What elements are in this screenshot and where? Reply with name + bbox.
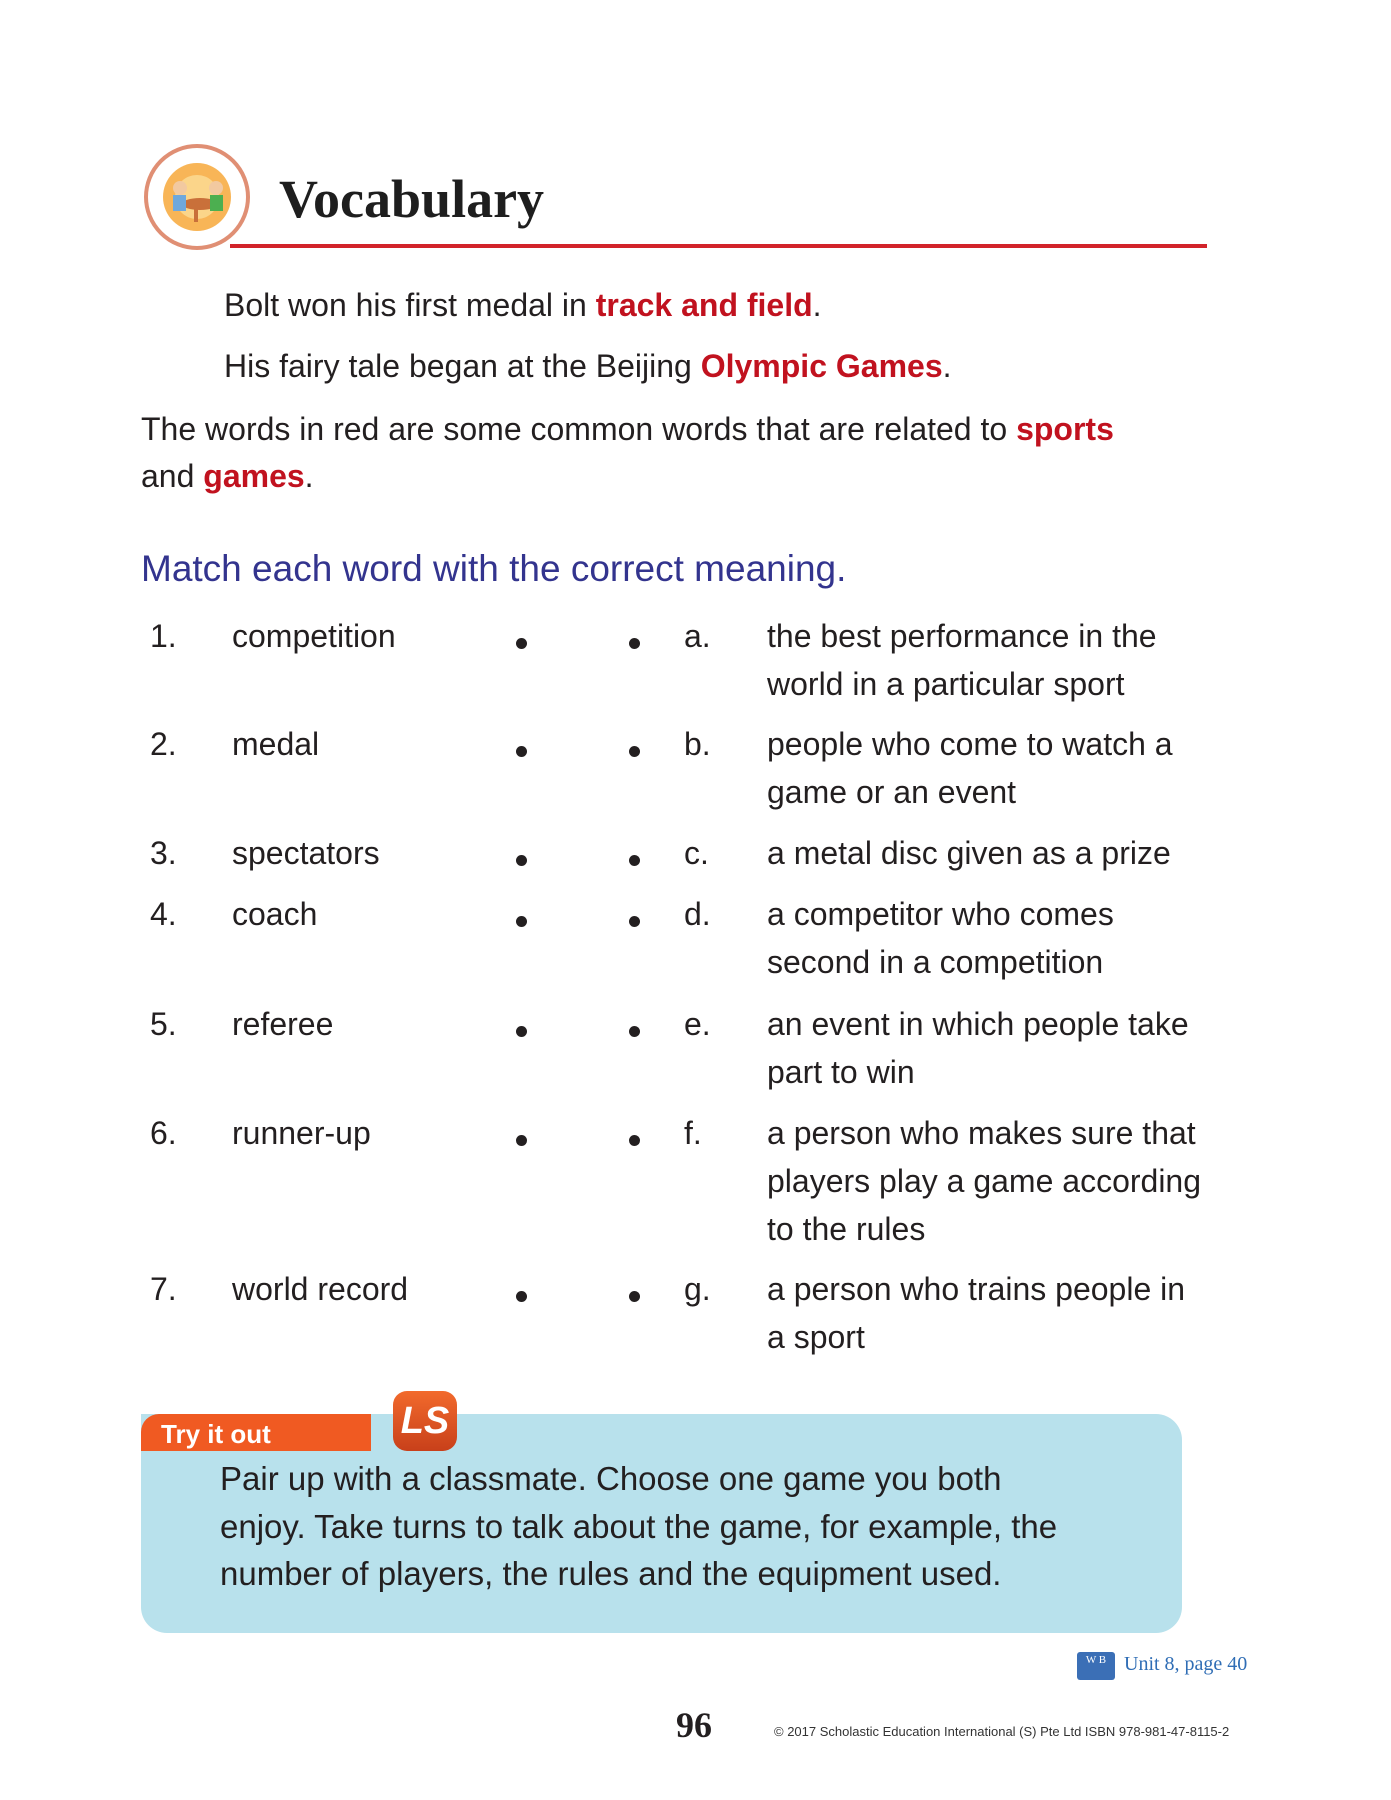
meaning-text-line: the best performance in the bbox=[767, 618, 1157, 654]
meaning-match-dot[interactable] bbox=[629, 855, 640, 866]
meaning-letter: b. bbox=[684, 726, 711, 762]
section-icon bbox=[144, 144, 250, 250]
try-it-out-tab: Try it out bbox=[141, 1414, 371, 1451]
intro-line-2 bbox=[224, 346, 952, 386]
ls-badge-icon: LS bbox=[393, 1391, 457, 1451]
meaning-match-dot[interactable] bbox=[629, 1026, 640, 1037]
word-match-dot[interactable] bbox=[516, 916, 527, 927]
highlight-word: games bbox=[203, 458, 305, 494]
meaning-letter: d. bbox=[684, 896, 711, 932]
word-4: coach bbox=[232, 896, 318, 932]
highlight-word: Olympic Games bbox=[700, 348, 943, 384]
word-1: competition bbox=[232, 618, 396, 654]
word-match-dot[interactable] bbox=[516, 638, 527, 649]
title-underline bbox=[230, 244, 1207, 248]
meaning-text-line: an event in which people take bbox=[767, 1006, 1189, 1042]
text: His fairy tale began at the Beijing bbox=[224, 348, 701, 384]
workbook-reference: Unit 8, page 40 bbox=[1124, 1653, 1248, 1675]
copyright: © 2017 Scholastic Education International (S) Pte Ltd ISBN 978-981-47-8115-2 bbox=[774, 1724, 1230, 1739]
meaning-letter: g. bbox=[684, 1271, 711, 1307]
item-number: 6. bbox=[150, 1115, 177, 1151]
meaning-match-dot[interactable] bbox=[629, 1291, 640, 1302]
meaning-match-dot[interactable] bbox=[629, 746, 640, 757]
item-number: 5. bbox=[150, 1006, 177, 1042]
item-number: 3. bbox=[150, 835, 177, 871]
highlight-word: track and field bbox=[595, 287, 813, 323]
word-2: medal bbox=[232, 726, 320, 762]
meaning-text-line: players play a game according bbox=[767, 1163, 1202, 1199]
meaning-letter: a. bbox=[684, 618, 711, 654]
text: . bbox=[942, 348, 952, 384]
word-match-dot[interactable] bbox=[516, 1026, 527, 1037]
word-match-dot[interactable] bbox=[516, 1291, 527, 1302]
try-it-out-text-line: number of players, the rules and the equipment used. bbox=[220, 1555, 1002, 1592]
item-number: 2. bbox=[150, 726, 177, 762]
meaning-text-line: a competitor who comes bbox=[767, 896, 1114, 932]
word-3: spectators bbox=[232, 835, 380, 871]
text: . bbox=[812, 287, 822, 323]
word-match-dot[interactable] bbox=[516, 1135, 527, 1146]
children-at-table-icon bbox=[148, 148, 246, 246]
meaning-match-dot[interactable] bbox=[629, 638, 640, 649]
meaning-text-line: world in a particular sport bbox=[767, 666, 1125, 702]
meaning-text-line: a person who makes sure that bbox=[767, 1115, 1196, 1151]
item-number: 1. bbox=[150, 618, 177, 654]
word-7: world record bbox=[232, 1271, 409, 1307]
meaning-letter: c. bbox=[684, 835, 709, 871]
meaning-match-dot[interactable] bbox=[629, 1135, 640, 1146]
meaning-text-line: a sport bbox=[767, 1319, 865, 1355]
text: . bbox=[304, 458, 314, 494]
meaning-text-line: a metal disc given as a prize bbox=[767, 835, 1171, 871]
word-6: runner-up bbox=[232, 1115, 371, 1151]
meaning-text-line: part to win bbox=[767, 1054, 915, 1090]
intro-paragraph-line-1 bbox=[141, 409, 1114, 449]
highlight-word: sports bbox=[1016, 411, 1114, 447]
workbook-icon: W B bbox=[1077, 1652, 1115, 1680]
meaning-text-line: people who come to watch a bbox=[767, 726, 1173, 762]
word-match-dot[interactable] bbox=[516, 746, 527, 757]
meaning-text-line: game or an event bbox=[767, 774, 1017, 810]
meaning-match-dot[interactable] bbox=[629, 916, 640, 927]
text: The words in red are some common words that are related to bbox=[141, 411, 1017, 447]
intro-line-1 bbox=[224, 285, 822, 325]
meaning-letter: f. bbox=[684, 1115, 702, 1151]
item-number: 4. bbox=[150, 896, 177, 932]
text: and bbox=[141, 458, 204, 494]
page-number: 96 bbox=[676, 1705, 712, 1745]
exercise-heading: Match each word with the correct meaning. bbox=[141, 548, 847, 589]
try-it-out-text-line: Pair up with a classmate. Choose one game you both bbox=[220, 1460, 1002, 1497]
item-number: 7. bbox=[150, 1271, 177, 1307]
meaning-text-line: second in a competition bbox=[767, 944, 1104, 980]
meaning-text-line: a person who trains people in bbox=[767, 1271, 1186, 1307]
intro-paragraph-line-2 bbox=[141, 456, 314, 496]
meaning-text-line: to the rules bbox=[767, 1211, 926, 1247]
word-5: referee bbox=[232, 1006, 334, 1042]
page-title: Vocabulary bbox=[279, 169, 545, 229]
word-match-dot[interactable] bbox=[516, 855, 527, 866]
text: Bolt won his first medal in bbox=[224, 287, 596, 323]
meaning-letter: e. bbox=[684, 1006, 711, 1042]
try-it-out-text-line: enjoy. Take turns to talk about the game, for example, the bbox=[220, 1508, 1058, 1545]
